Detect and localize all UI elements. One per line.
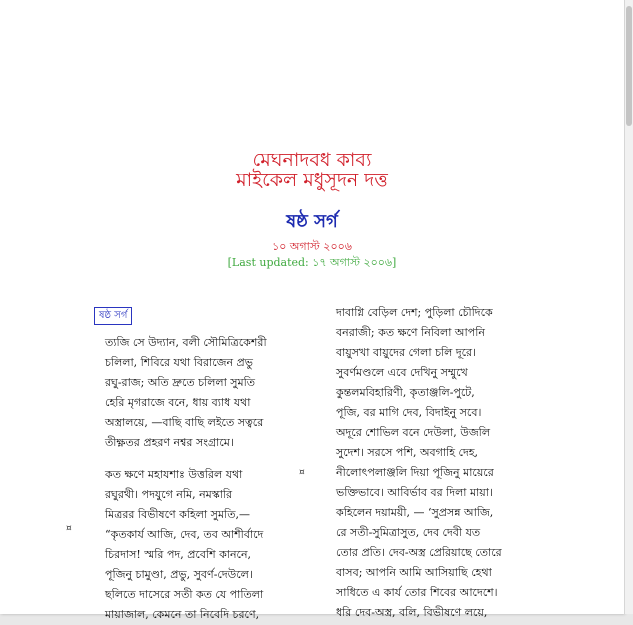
verse-line: বনরাজী; কত ক্ষণে নিবিলা আপনি (336, 326, 485, 339)
line-marker: ¤ (299, 468, 305, 478)
verse-line: ভক্তিভাবে। আবির্ভাব বর দিলা মায়া। (336, 486, 493, 499)
verse-line: রে সতী-সুমিত্রাসুত, দেব দেবী যত (336, 526, 481, 539)
verse-line: হেরি মৃগরাজে বনে, ধায় ব্যাধ যথা (105, 396, 251, 409)
verse-line: রঘুরথী। পদযুগে নমি, নমস্কারি (105, 488, 233, 501)
verse-line: কহিলেন দয়াময়ী, — ‘সুপ্রসন্ন আজি, (336, 506, 494, 519)
section-title: ষষ্ঠ সর্গ (286, 211, 338, 232)
verse-line: ধরি দেব-অস্ত্র, বলি, বিভীষণে লয়ে, (336, 606, 488, 619)
verse-line: ছলিতে দাসেরে সতী কত যে পাতিলা (105, 588, 264, 601)
verse-line: রঘু-রাজ; অতি দ্রুতে চলিলা সুমতি (105, 376, 256, 389)
line-marker: ¤ (66, 524, 72, 534)
poet-name: মাইকেল মধুসূদন দত্ত (236, 169, 388, 191)
vertical-scrollbar[interactable] (624, 0, 633, 614)
verse-line: কত ক্ষণে মহাযশাঃ উত্তরিল যথা (105, 468, 243, 481)
verse-line: সুবর্ণমণ্ডলে এবে দেখিনু সম্মুখে (336, 366, 468, 379)
verse-line: বাসব; আপনি আমি আসিয়াছি হেথা (336, 566, 492, 579)
verse-line: দাবাগ্নি বেড়িল দেশ; পুড়িলা চৌদিকে (336, 306, 493, 319)
verse-line: মিত্ররর বিভীষণে কহিলা সুমতি,— (105, 508, 250, 521)
poem-title: মেঘনাদবধ কাব্য (252, 149, 372, 171)
stanza-gap (105, 453, 267, 465)
left-column (105, 333, 267, 625)
verse-line: সাধিতে এ কার্য তোর শিবের আদেশে। (336, 586, 498, 599)
verse-line: তোর প্রতি। দেব-অস্ত্র প্রেরিয়াছে তোরে (336, 546, 502, 559)
verse-line: পূজিনু চামুণ্ডা, প্রভু, সুবর্ণ-দেউলে। (105, 568, 253, 581)
last-updated-text: [Last updated: ১৭ অগাস্ট ২০০৬] (227, 256, 397, 269)
date-text: ১০ অগাস্ট ২০০৬ (272, 240, 352, 253)
scrollbar-thumb[interactable] (626, 6, 632, 126)
verse-line: চিরদাস! স্মরি পদ, প্রবেশি কাননে, (105, 548, 252, 561)
section-label-box: ষষ্ঠ সর্গ (94, 307, 132, 325)
verse-line: চলিলা, শিবিরে যথা বিরাজেন প্রভু (105, 356, 253, 369)
verse-line: পূজি, বর মাগি দেব, বিদাইনু সবে। (336, 406, 482, 419)
verse-line: তীক্ষ্ণতর প্রহরণ নশ্বর সংগ্রামে। (105, 436, 234, 449)
verse-line: বায়ুসখা বায়ুদের গেলা চলি দূরে। (336, 346, 477, 359)
verse-line: অদূরে শোভিল বনে দেউলা, উজলি (336, 426, 491, 439)
right-column (336, 303, 502, 623)
verse-line: “কৃতকার্য আজি, দেব, তব আশীর্বাদে (105, 528, 264, 541)
verse-line: নীলোৎপলাঞ্জলি দিয়া পূজিনু মায়েরে (336, 466, 494, 479)
verse-line: ত্যজি সে উদ্যান, বলী সৌমিত্রিকেশরী (105, 336, 267, 349)
verse-line: অস্ত্রালয়ে, —বাছি বাছি লইতে সত্বরে (105, 416, 264, 429)
verse-line: সুদেশ। সরসে পশি, অবগাহি দেহ, (336, 446, 479, 459)
verse-line: মায়াজাল, কেমনে তা নিবেদি চরণে, (105, 608, 260, 621)
verse-line: কুন্তলমবিহারিণী, কৃতাঞ্জলি-পুটে, (336, 386, 475, 399)
